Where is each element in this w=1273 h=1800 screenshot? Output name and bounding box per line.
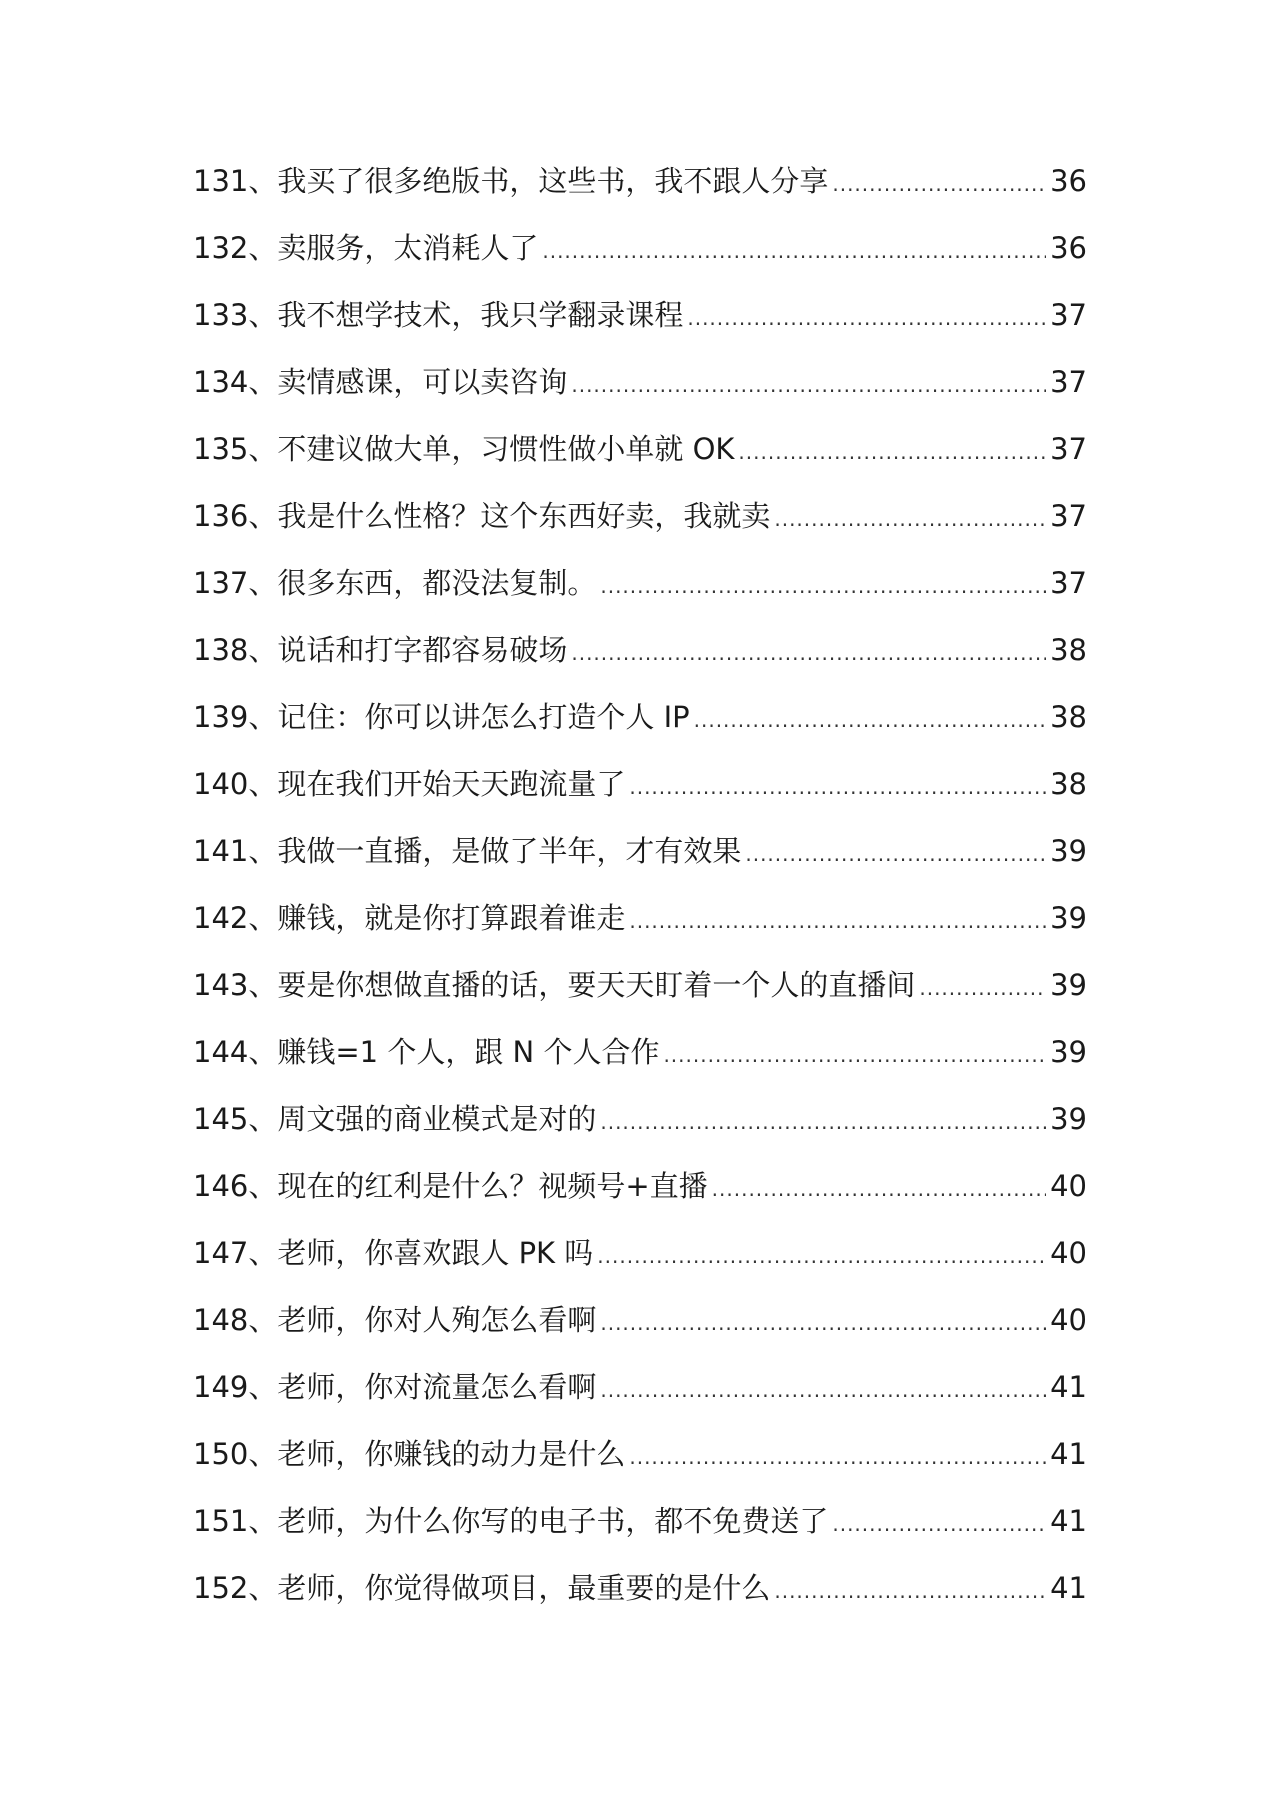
dot-leader xyxy=(745,836,1046,872)
toc-entry-title: 132、卖服务，太消耗人了 xyxy=(193,231,539,265)
dot-leader xyxy=(663,1037,1046,1073)
toc-page-number: 37 xyxy=(1050,432,1087,466)
toc-page-number: 36 xyxy=(1050,164,1087,198)
toc-entry[interactable] xyxy=(193,766,1087,833)
toc-entry[interactable] xyxy=(193,833,1087,900)
dot-leader xyxy=(774,1573,1046,1609)
toc-entry[interactable] xyxy=(193,1302,1087,1369)
dot-leader xyxy=(629,903,1046,939)
toc-page-number: 40 xyxy=(1050,1303,1087,1337)
toc-entry[interactable] xyxy=(193,1570,1087,1637)
toc-entry-title: 142、赚钱，就是你打算跟着谁走 xyxy=(193,901,626,935)
toc-entry-title: 148、老师，你对人殉怎么看啊 xyxy=(193,1303,597,1337)
toc-page-number: 39 xyxy=(1050,901,1087,935)
toc-page-number: 37 xyxy=(1050,365,1087,399)
toc-page-number: 40 xyxy=(1050,1169,1087,1203)
toc-page-number: 38 xyxy=(1050,700,1087,734)
dot-leader xyxy=(694,702,1046,738)
toc-entry-title: 151、老师，为什么你写的电子书，都不免费送了 xyxy=(193,1504,829,1538)
toc-entry-title: 138、说话和打字都容易破场 xyxy=(193,633,568,667)
toc-page-number: 41 xyxy=(1050,1571,1087,1605)
toc-entry[interactable] xyxy=(193,230,1087,297)
dot-leader xyxy=(687,300,1046,336)
toc-entry-title: 139、记住：你可以讲怎么打造个人 IP xyxy=(193,700,690,734)
toc-entry[interactable] xyxy=(193,1235,1087,1302)
toc-page-number: 41 xyxy=(1050,1504,1087,1538)
toc-entry-title: 143、要是你想做直播的话，要天天盯着一个人的直播间 xyxy=(193,968,916,1002)
toc-entry-title: 136、我是什么性格？这个东西好卖，我就卖 xyxy=(193,499,771,533)
dot-leader xyxy=(629,1439,1046,1475)
toc-entry[interactable] xyxy=(193,565,1087,632)
toc-entry[interactable] xyxy=(193,163,1087,230)
toc-entry-title: 141、我做一直播，是做了半年，才有效果 xyxy=(193,834,742,868)
toc-entry[interactable] xyxy=(193,632,1087,699)
toc-page-number: 37 xyxy=(1050,499,1087,533)
toc-page-number: 38 xyxy=(1050,633,1087,667)
toc-entry-title: 144、赚钱=1 个人，跟 N 个人合作 xyxy=(193,1035,660,1069)
dot-leader xyxy=(832,1506,1046,1542)
dot-leader xyxy=(712,1171,1046,1207)
toc-page-number: 39 xyxy=(1050,1035,1087,1069)
toc-entry[interactable] xyxy=(193,900,1087,967)
toc-page-number: 41 xyxy=(1050,1437,1087,1471)
toc-entry-title: 146、现在的红利是什么？视频号+直播 xyxy=(193,1169,708,1203)
toc-page-number: 41 xyxy=(1050,1370,1087,1404)
toc-entry[interactable] xyxy=(193,1436,1087,1503)
toc-entry[interactable] xyxy=(193,967,1087,1034)
toc-entry[interactable] xyxy=(193,1369,1087,1436)
toc-entry[interactable] xyxy=(193,364,1087,431)
toc-page-number: 40 xyxy=(1050,1236,1087,1270)
toc-page-number: 37 xyxy=(1050,298,1087,332)
dot-leader xyxy=(542,233,1046,269)
dot-leader xyxy=(600,1104,1046,1140)
toc-entry-title: 145、周文强的商业模式是对的 xyxy=(193,1102,597,1136)
toc-page-number: 37 xyxy=(1050,566,1087,600)
toc-entry[interactable] xyxy=(193,297,1087,364)
dot-leader xyxy=(600,1372,1046,1408)
dot-leader xyxy=(571,635,1046,671)
dot-leader xyxy=(629,769,1046,805)
toc-entry-title: 147、老师，你喜欢跟人 PK 吗 xyxy=(193,1236,594,1270)
toc-entry[interactable] xyxy=(193,498,1087,565)
toc-entry[interactable] xyxy=(193,1101,1087,1168)
toc-entry[interactable] xyxy=(193,699,1087,766)
toc-page-number: 38 xyxy=(1050,767,1087,801)
toc-entry[interactable] xyxy=(193,431,1087,498)
toc-entry-title: 149、老师，你对流量怎么看啊 xyxy=(193,1370,597,1404)
dot-leader xyxy=(774,501,1046,537)
toc-entry-title: 135、不建议做大单，习惯性做小单就 OK xyxy=(193,432,735,466)
toc-entry-title: 150、老师，你赚钱的动力是什么 xyxy=(193,1437,626,1471)
toc-entry-title: 152、老师，你觉得做项目，最重要的是什么 xyxy=(193,1571,771,1605)
dot-leader xyxy=(600,1305,1046,1341)
table-of-contents xyxy=(193,163,1087,1637)
dot-leader xyxy=(832,166,1046,202)
toc-entry-title: 133、我不想学技术，我只学翻录课程 xyxy=(193,298,684,332)
dot-leader xyxy=(738,434,1046,470)
toc-entry[interactable] xyxy=(193,1034,1087,1101)
dot-leader xyxy=(597,1238,1046,1274)
toc-entry-title: 140、现在我们开始天天跑流量了 xyxy=(193,767,626,801)
toc-page-number: 39 xyxy=(1050,968,1087,1002)
dot-leader xyxy=(571,367,1046,403)
toc-page-number: 39 xyxy=(1050,1102,1087,1136)
dot-leader xyxy=(600,568,1046,604)
toc-entry-title: 131、我买了很多绝版书，这些书，我不跟人分享 xyxy=(193,164,829,198)
toc-entry-title: 137、很多东西，都没法复制。 xyxy=(193,566,597,600)
toc-page-number: 36 xyxy=(1050,231,1087,265)
toc-page-number: 39 xyxy=(1050,834,1087,868)
toc-entry[interactable] xyxy=(193,1168,1087,1235)
toc-entry[interactable] xyxy=(193,1503,1087,1570)
toc-entry-title: 134、卖情感课，可以卖咨询 xyxy=(193,365,568,399)
dot-leader xyxy=(919,970,1046,1006)
